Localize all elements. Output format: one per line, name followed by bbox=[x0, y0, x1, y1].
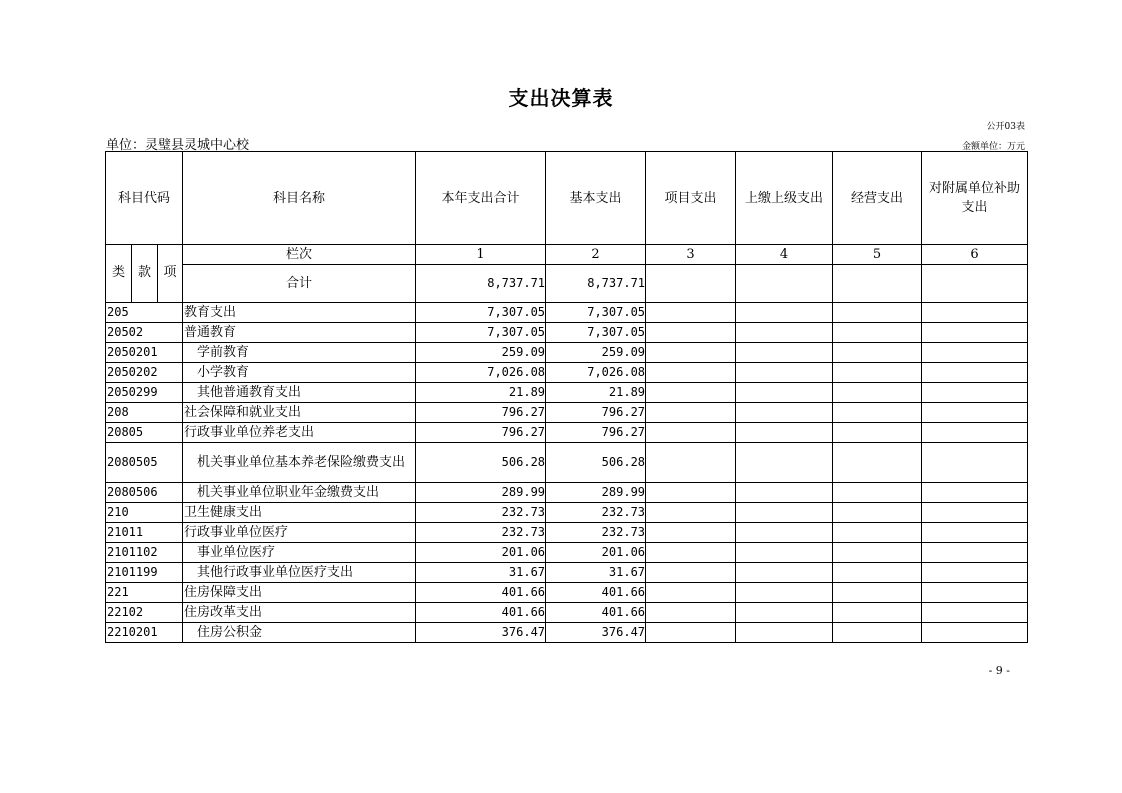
column-number-4: 4 bbox=[736, 245, 833, 265]
row-total: 401.66 bbox=[416, 583, 546, 603]
table-row bbox=[106, 423, 1028, 443]
row-basic: 232.73 bbox=[546, 503, 646, 523]
table-row bbox=[106, 503, 1028, 523]
row-name: 事业单位医疗 bbox=[183, 543, 416, 563]
page-title: 支出决算表 bbox=[508, 86, 614, 110]
row-code: 21011 bbox=[106, 523, 183, 543]
row-subsidy bbox=[922, 323, 1028, 343]
row-upper bbox=[736, 403, 833, 423]
header-basic: 基本支出 bbox=[546, 152, 646, 245]
header-total: 本年支出合计 bbox=[416, 152, 546, 245]
row-total: 259.09 bbox=[416, 343, 546, 363]
row-code: 2210201 bbox=[106, 623, 183, 643]
row-project bbox=[646, 623, 736, 643]
row-basic: 796.27 bbox=[546, 403, 646, 423]
row-name: 社会保障和就业支出 bbox=[183, 403, 416, 423]
row-subsidy bbox=[922, 523, 1028, 543]
row-name: 行政事业单位医疗 bbox=[183, 523, 416, 543]
row-subsidy bbox=[922, 423, 1028, 443]
row-business bbox=[833, 443, 922, 483]
column-number-6: 6 bbox=[922, 245, 1028, 265]
row-code: 2050299 bbox=[106, 383, 183, 403]
row-project bbox=[646, 563, 736, 583]
row-basic: 401.66 bbox=[546, 603, 646, 623]
row-upper bbox=[736, 583, 833, 603]
row-basic: 401.66 bbox=[546, 583, 646, 603]
row-business bbox=[833, 503, 922, 523]
column-number-3: 3 bbox=[646, 245, 736, 265]
row-business bbox=[833, 323, 922, 343]
table-row bbox=[106, 483, 1028, 503]
row-name: 住房保障支出 bbox=[183, 583, 416, 603]
row-business bbox=[833, 403, 922, 423]
row-basic: 376.47 bbox=[546, 623, 646, 643]
row-upper bbox=[736, 363, 833, 383]
row-business bbox=[833, 383, 922, 403]
sum-project bbox=[646, 265, 736, 303]
row-code: 210 bbox=[106, 503, 183, 523]
row-code: 2050202 bbox=[106, 363, 183, 383]
amount-unit-label: 金额单位：万元 bbox=[961, 142, 1025, 152]
sum-upper bbox=[736, 265, 833, 303]
row-subsidy bbox=[922, 403, 1028, 423]
column-number-label: 栏次 bbox=[183, 245, 416, 265]
row-basic: 259.09 bbox=[546, 343, 646, 363]
row-basic: 21.89 bbox=[546, 383, 646, 403]
sum-total: 8,737.71 bbox=[416, 265, 546, 303]
row-upper bbox=[736, 323, 833, 343]
header-code: 科目代码 bbox=[106, 152, 183, 245]
table-row bbox=[106, 523, 1028, 543]
row-upper bbox=[736, 483, 833, 503]
row-total: 232.73 bbox=[416, 503, 546, 523]
header-name: 科目名称 bbox=[183, 152, 416, 245]
row-upper bbox=[736, 423, 833, 443]
row-total: 289.99 bbox=[416, 483, 546, 503]
row-basic: 7,307.05 bbox=[546, 303, 646, 323]
row-project bbox=[646, 403, 736, 423]
row-subsidy bbox=[922, 303, 1028, 323]
row-project bbox=[646, 523, 736, 543]
row-name: 行政事业单位养老支出 bbox=[183, 423, 416, 443]
row-total: 376.47 bbox=[416, 623, 546, 643]
header-upper: 上缴上级支出 bbox=[736, 152, 833, 245]
row-code: 2080506 bbox=[106, 483, 183, 503]
row-project bbox=[646, 423, 736, 443]
row-subsidy bbox=[922, 483, 1028, 503]
table-row bbox=[106, 563, 1028, 583]
row-code: 20805 bbox=[106, 423, 183, 443]
row-business bbox=[833, 523, 922, 543]
table-row bbox=[106, 603, 1028, 623]
row-subsidy bbox=[922, 543, 1028, 563]
table-row bbox=[106, 363, 1028, 383]
row-upper bbox=[736, 523, 833, 543]
row-total: 401.66 bbox=[416, 603, 546, 623]
row-total: 232.73 bbox=[416, 523, 546, 543]
row-project bbox=[646, 383, 736, 403]
row-project bbox=[646, 443, 736, 483]
row-code: 2101199 bbox=[106, 563, 183, 583]
row-business bbox=[833, 563, 922, 583]
row-project bbox=[646, 583, 736, 603]
row-business bbox=[833, 623, 922, 643]
table-row bbox=[106, 443, 1028, 483]
page-number: - 9 - bbox=[988, 664, 1010, 677]
row-basic: 201.06 bbox=[546, 543, 646, 563]
header-business: 经营支出 bbox=[833, 152, 922, 245]
row-project bbox=[646, 543, 736, 563]
column-number-5: 5 bbox=[833, 245, 922, 265]
row-upper bbox=[736, 543, 833, 563]
row-business bbox=[833, 423, 922, 443]
row-upper bbox=[736, 343, 833, 363]
row-business bbox=[833, 603, 922, 623]
row-subsidy bbox=[922, 503, 1028, 523]
table-row bbox=[106, 403, 1028, 423]
row-project bbox=[646, 363, 736, 383]
row-code: 20502 bbox=[106, 323, 183, 343]
row-upper bbox=[736, 383, 833, 403]
row-code: 2101102 bbox=[106, 543, 183, 563]
row-basic: 506.28 bbox=[546, 443, 646, 483]
header-project: 项目支出 bbox=[646, 152, 736, 245]
row-business bbox=[833, 543, 922, 563]
row-project bbox=[646, 323, 736, 343]
table-row bbox=[106, 583, 1028, 603]
column-number-1: 1 bbox=[416, 245, 546, 265]
row-subsidy bbox=[922, 623, 1028, 643]
row-name: 其他行政事业单位医疗支出 bbox=[183, 563, 416, 583]
row-project bbox=[646, 483, 736, 503]
row-upper bbox=[736, 603, 833, 623]
row-basic: 289.99 bbox=[546, 483, 646, 503]
sum-subsidy bbox=[922, 265, 1028, 303]
row-subsidy bbox=[922, 603, 1028, 623]
row-subsidy bbox=[922, 563, 1028, 583]
row-basic: 796.27 bbox=[546, 423, 646, 443]
row-name: 小学教育 bbox=[183, 363, 416, 383]
row-project bbox=[646, 303, 736, 323]
row-upper bbox=[736, 623, 833, 643]
row-name: 住房改革支出 bbox=[183, 603, 416, 623]
row-upper bbox=[736, 443, 833, 483]
row-upper bbox=[736, 503, 833, 523]
row-total: 201.06 bbox=[416, 543, 546, 563]
row-code: 205 bbox=[106, 303, 183, 323]
row-subsidy bbox=[922, 343, 1028, 363]
row-total: 7,307.05 bbox=[416, 303, 546, 323]
row-name: 卫生健康支出 bbox=[183, 503, 416, 523]
header-xiang: 项 bbox=[158, 245, 183, 303]
row-total: 796.27 bbox=[416, 423, 546, 443]
row-basic: 31.67 bbox=[546, 563, 646, 583]
row-subsidy bbox=[922, 443, 1028, 483]
row-business bbox=[833, 303, 922, 323]
row-name: 机关事业单位职业年金缴费支出 bbox=[183, 483, 416, 503]
row-upper bbox=[736, 563, 833, 583]
row-basic: 232.73 bbox=[546, 523, 646, 543]
table-row bbox=[106, 623, 1028, 643]
row-project bbox=[646, 343, 736, 363]
table-header bbox=[106, 152, 1028, 303]
row-name: 学前教育 bbox=[183, 343, 416, 363]
row-name: 其他普通教育支出 bbox=[183, 383, 416, 403]
row-business bbox=[833, 363, 922, 383]
table-row bbox=[106, 303, 1028, 323]
row-business bbox=[833, 343, 922, 363]
row-subsidy bbox=[922, 383, 1028, 403]
row-total: 31.67 bbox=[416, 563, 546, 583]
row-business bbox=[833, 483, 922, 503]
table-row bbox=[106, 343, 1028, 363]
sum-business bbox=[833, 265, 922, 303]
row-name: 普通教育 bbox=[183, 323, 416, 343]
header-subsidy: 对附属单位补助支出 bbox=[922, 152, 1028, 245]
row-code: 2080505 bbox=[106, 443, 183, 483]
header-kuan: 款 bbox=[132, 245, 158, 303]
table-body bbox=[106, 303, 1028, 643]
row-business bbox=[833, 583, 922, 603]
unit-label: 单位：灵璧县灵城中心校 bbox=[106, 138, 250, 153]
row-code: 208 bbox=[106, 403, 183, 423]
expenditure-table bbox=[105, 151, 1028, 643]
row-project bbox=[646, 603, 736, 623]
row-name: 住房公积金 bbox=[183, 623, 416, 643]
table-row bbox=[106, 323, 1028, 343]
row-name: 教育支出 bbox=[183, 303, 416, 323]
row-total: 506.28 bbox=[416, 443, 546, 483]
row-total: 796.27 bbox=[416, 403, 546, 423]
sum-basic: 8,737.71 bbox=[546, 265, 646, 303]
row-total: 7,026.08 bbox=[416, 363, 546, 383]
row-name: 机关事业单位基本养老保险缴费支出 bbox=[183, 443, 416, 483]
row-basic: 7,026.08 bbox=[546, 363, 646, 383]
row-code: 22102 bbox=[106, 603, 183, 623]
table-row bbox=[106, 383, 1028, 403]
row-code: 2050201 bbox=[106, 343, 183, 363]
row-total: 21.89 bbox=[416, 383, 546, 403]
form-number: 公开03表 bbox=[986, 122, 1025, 132]
row-total: 7,307.05 bbox=[416, 323, 546, 343]
sum-label: 合计 bbox=[183, 265, 416, 303]
row-upper bbox=[736, 303, 833, 323]
row-code: 221 bbox=[106, 583, 183, 603]
row-project bbox=[646, 503, 736, 523]
table-row bbox=[106, 543, 1028, 563]
header-lei: 类 bbox=[106, 245, 132, 303]
row-basic: 7,307.05 bbox=[546, 323, 646, 343]
column-number-2: 2 bbox=[546, 245, 646, 265]
row-subsidy bbox=[922, 583, 1028, 603]
row-subsidy bbox=[922, 363, 1028, 383]
